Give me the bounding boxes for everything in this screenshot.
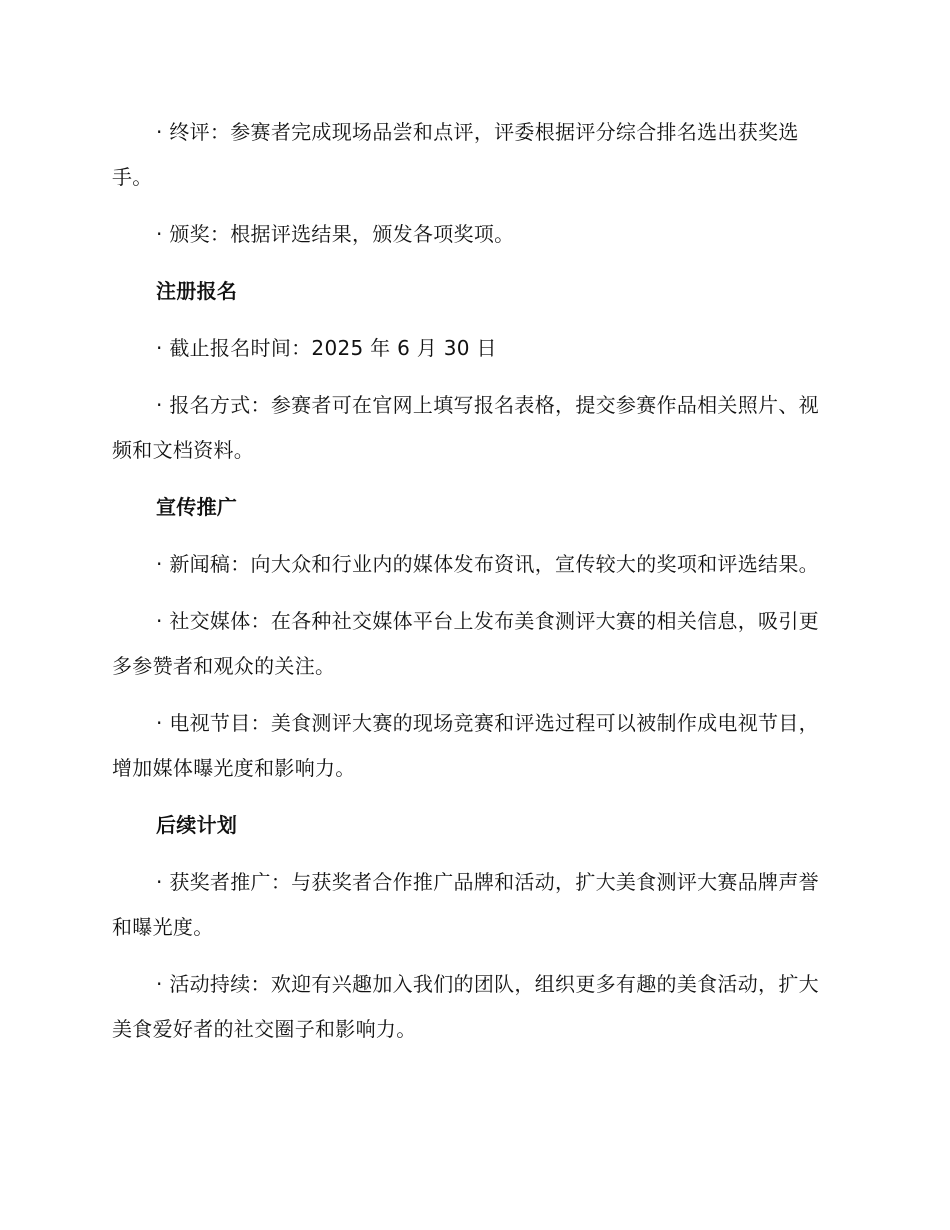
paragraph-social-media: · 社交媒体：在各种社交媒体平台上发布美食测评大赛的相关信息，吸引更多参赞者和观众的关注。	[112, 609, 819, 678]
paragraph-registration-method: · 报名方式：参赛者可在官网上填写报名表格，提交参赛作品相关照片、视频和文档资料。	[112, 393, 819, 462]
paragraph-deadline: · 截止报名时间：2025 年 6 月 30 日	[156, 336, 497, 360]
heading-promotion: 宣传推广	[156, 495, 238, 519]
paragraph-ongoing-activities: · 活动持续：欢迎有兴趣加入我们的团队，组织更多有趣的美食活动，扩大美食爱好者的社交圈子和影响力。	[112, 972, 819, 1041]
heading-follow-up: 后续计划	[156, 813, 238, 837]
paragraph-tv-program: · 电视节目：美食测评大赛的现场竞赛和评选过程可以被制作成电视节目，增加媒体曝光度和影响力。	[112, 711, 819, 780]
heading-registration: 注册报名	[156, 279, 238, 303]
paragraph-awards: · 颁奖：根据评选结果，颁发各项奖项。	[156, 222, 515, 246]
paragraph-press-release: · 新闻稿：向大众和行业内的媒体发布资讯，宣传较大的奖项和评选结果。	[156, 552, 819, 576]
paragraph-final-review: · 终评：参赛者完成现场品尝和点评，评委根据评分综合排名选出获奖选手。	[112, 120, 799, 189]
document-page	[112, 110, 822, 1064]
paragraph-winner-promotion: · 获奖者推广：与获奖者合作推广品牌和活动，扩大美食测评大赛品牌声誉和曝光度。	[112, 870, 819, 939]
